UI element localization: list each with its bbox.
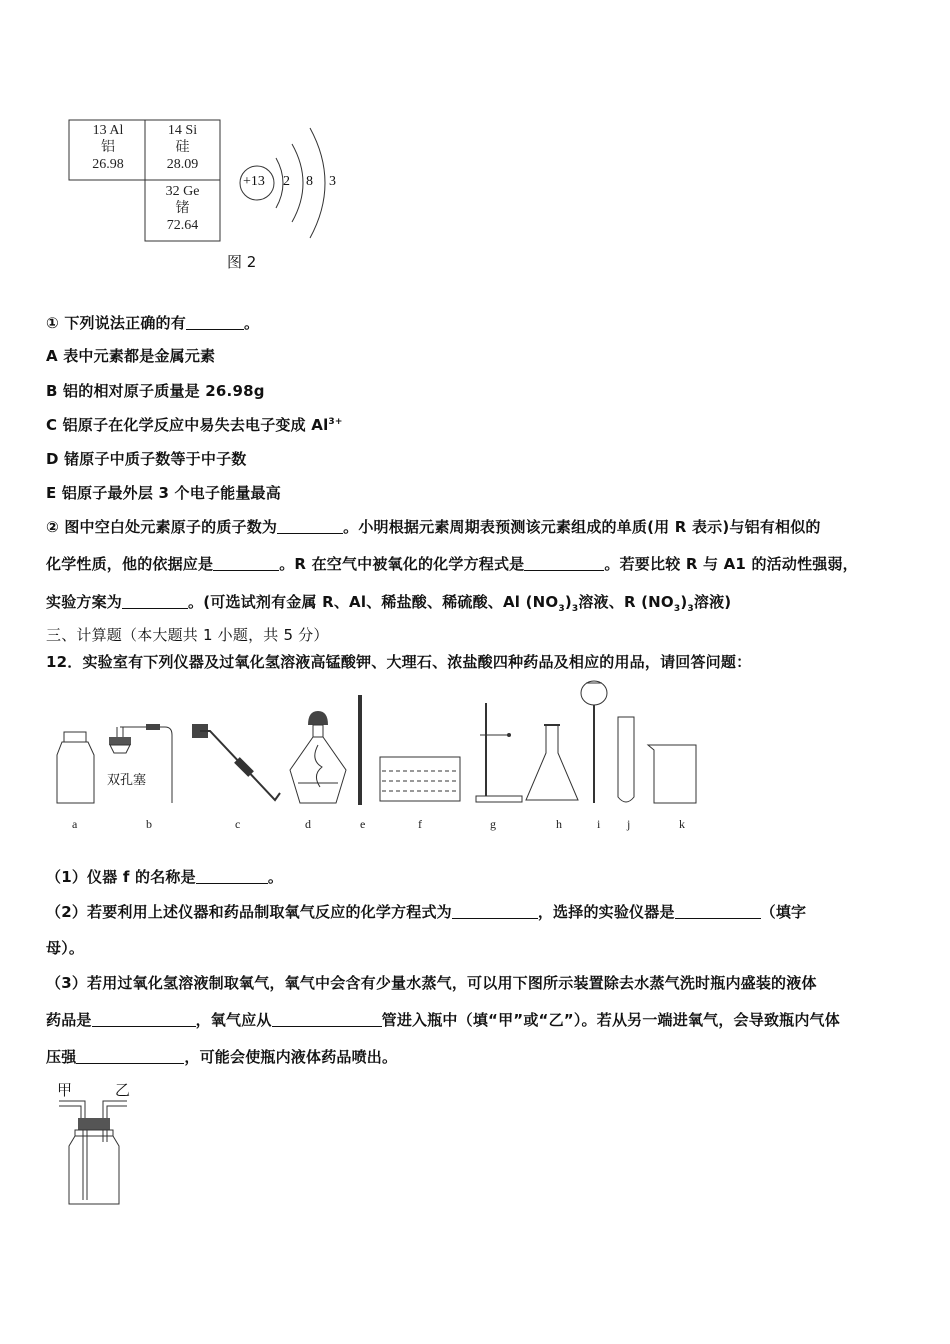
apparatus-j-test-tube [618, 717, 634, 802]
cell-silicon-name: 硅 [175, 140, 190, 155]
bottle-label-yi: 乙 [115, 1081, 131, 1099]
label-c: c [235, 817, 241, 831]
q12-part-3-line-2 [46, 1009, 840, 1030]
label-j: j [627, 817, 631, 831]
cell-silicon [145, 122, 220, 173]
bottle-label-jia: 甲 [57, 1081, 73, 1099]
cell-germanium-symbol: 32 Ge [165, 184, 200, 199]
apparatus-b-stopper [109, 724, 172, 803]
cell-aluminum-symbol: 13 Al [92, 123, 124, 138]
q12-p3-text-c: ，氧气应从 [195, 1011, 272, 1029]
apparatus-i-funnel [581, 681, 607, 803]
nucleus-charge: +13 [243, 174, 265, 189]
q12-part-3-line-3 [46, 1046, 397, 1067]
cell-aluminum-mass: 26.98 [92, 157, 124, 172]
q2-proton-blank[interactable] [277, 518, 343, 534]
q2-subscript-3: 3 [673, 604, 681, 614]
q12-part-1 [46, 866, 283, 887]
q2-l3-text-f: 溶液) [693, 593, 732, 611]
label-k: k [679, 817, 685, 831]
q2-equation-blank[interactable] [524, 555, 604, 571]
q1-option-c [46, 414, 343, 435]
q2-line-3 [46, 591, 731, 614]
q2-l2-text-b: 。R 在空气中被氧化的化学方程式是 [279, 555, 525, 573]
q12-p1-text: （1）仪器 f 的名称是 [46, 868, 196, 886]
label-g: g [490, 817, 496, 831]
section-3-heading: 三、计算题（本大题共 1 小题，共 5 分） [46, 626, 329, 644]
q1-option-b: B 铝的相对原子质量是 26.98g [46, 382, 265, 400]
apparatus-k-beaker [648, 745, 696, 803]
q12-p1-end: 。 [267, 868, 284, 886]
cell-germanium-mass: 72.64 [166, 218, 199, 233]
q2-line-1 [46, 516, 821, 537]
q12-p2-text-c: （填字 [760, 903, 807, 921]
q12-f-name-blank[interactable] [196, 868, 268, 884]
stopper-label: 双孔塞 [107, 773, 147, 788]
apparatus-f-trough [380, 757, 460, 801]
q2-l3-text-a: 实验方案为 [46, 593, 123, 611]
label-e: e [360, 817, 366, 831]
label-h: h [556, 817, 562, 831]
apparatus-e-rod [358, 695, 362, 805]
q1-option-c-text: C 铝原子在化学反应中易失去电子变成 Al [46, 416, 329, 434]
q2-plan-blank[interactable] [122, 593, 188, 609]
shell-2-electrons: 8 [306, 174, 313, 189]
q1-answer-blank[interactable] [186, 314, 244, 330]
apparatus-figure [50, 675, 730, 815]
q2-l3-text-d: 溶液、R (NO [578, 593, 674, 611]
apparatus-g-stand [476, 703, 522, 802]
cell-silicon-symbol: 14 Si [167, 123, 198, 138]
apparatus-h-flask [526, 725, 578, 800]
q2-l3-text-e: ) [680, 593, 688, 611]
cell-aluminum [70, 122, 146, 173]
cell-aluminum-name: 铝 [101, 140, 115, 155]
q2-subscript-4: 3 [687, 604, 694, 614]
cell-silicon-mass: 28.09 [166, 157, 199, 172]
q12-liquid-blank[interactable] [92, 1011, 196, 1027]
q12-tube-blank[interactable] [272, 1011, 382, 1027]
q2-l1-text-b: 。小明根据元素周期表预测该元素组成的单质(用 R 表示)与铝有相似的 [343, 518, 821, 536]
q12-p3-text-d: 管进入瓶中（填“甲”或“乙”）。若从另一端进氧气，会导致瓶内气体 [381, 1011, 840, 1029]
label-a: a [72, 817, 78, 831]
q12-p3-text-e: 压强 [46, 1048, 77, 1066]
q2-subscript-2: 3 [571, 604, 579, 614]
label-i: i [597, 817, 601, 831]
q2-l1-text-a: ② 图中空白处元素原子的质子数为 [46, 518, 278, 536]
q12-p3-text-f: ，可能会使瓶内液体药品喷出。 [184, 1048, 398, 1066]
shell-3-electrons: 3 [329, 174, 336, 189]
q2-l2-text-a: 化学性质，他的依据应是 [46, 555, 214, 573]
q12-part-2-cont: 母）。 [46, 939, 85, 957]
q12-stem: 12．实验室有下列仪器及过氧化氢溶液高锰酸钾、大理石、浓盐酸四种药品及相应的用品，请回答问题： [46, 653, 752, 671]
q1-prompt: ① 下列说法正确的有 [46, 314, 186, 332]
q1-option-d: D 锗原子中质子数等于中子数 [46, 450, 247, 468]
label-b: b [146, 817, 152, 831]
q12-part-3-line-1: （3）若用过氧化氢溶液制取氧气，氧气中会含有少量水蒸气，可以用下图所示装置除去水蒸气洗时瓶内盛装的液体 [46, 974, 817, 992]
q12-p3-text-b: 药品是 [46, 1011, 92, 1029]
wash-bottle-diagram [55, 1096, 140, 1208]
q1-option-e: E 铝原子最外层 3 个电子能量最高 [46, 484, 281, 502]
q1-option-c-charge: 3+ [328, 417, 343, 427]
q2-basis-blank[interactable] [213, 555, 279, 571]
q2-subscript-1: 3 [558, 604, 565, 614]
label-f: f [418, 817, 422, 831]
cell-germanium-name: 锗 [175, 201, 190, 216]
q2-line-2 [46, 553, 858, 574]
cell-germanium [145, 183, 220, 234]
q2-l3-text-c: ) [564, 593, 572, 611]
apparatus-d-lamp [290, 711, 346, 803]
q12-part-2 [46, 901, 806, 922]
q2-l2-text-c: 。若要比较 R 与 A1 的活动性强弱， [604, 555, 858, 573]
q12-pressure-blank[interactable] [76, 1048, 184, 1064]
figure-caption: 图 2 [227, 253, 257, 271]
q1-prompt-line: ① 下列说法正确的有 。 [46, 314, 260, 332]
apparatus-c-tube [192, 724, 280, 800]
q12-p2-text-b: ，选择的实验仪器是 [537, 903, 675, 921]
q12-instrument-blank[interactable] [675, 903, 761, 919]
q2-l3-text-b: 。(可选试剂有金属 R、Al、稀盐酸、稀硫酸、Al (NO [188, 593, 559, 611]
apparatus-a-bottle [57, 732, 94, 803]
q12-p2-text-a: （2）若要利用上述仪器和药品制取氧气反应的化学方程式为 [46, 903, 452, 921]
label-d: d [305, 817, 311, 831]
shell-1-electrons: 2 [283, 174, 290, 189]
q1-option-a: A 表中元素都是金属元素 [46, 347, 216, 365]
q12-equation-blank[interactable] [452, 903, 538, 919]
